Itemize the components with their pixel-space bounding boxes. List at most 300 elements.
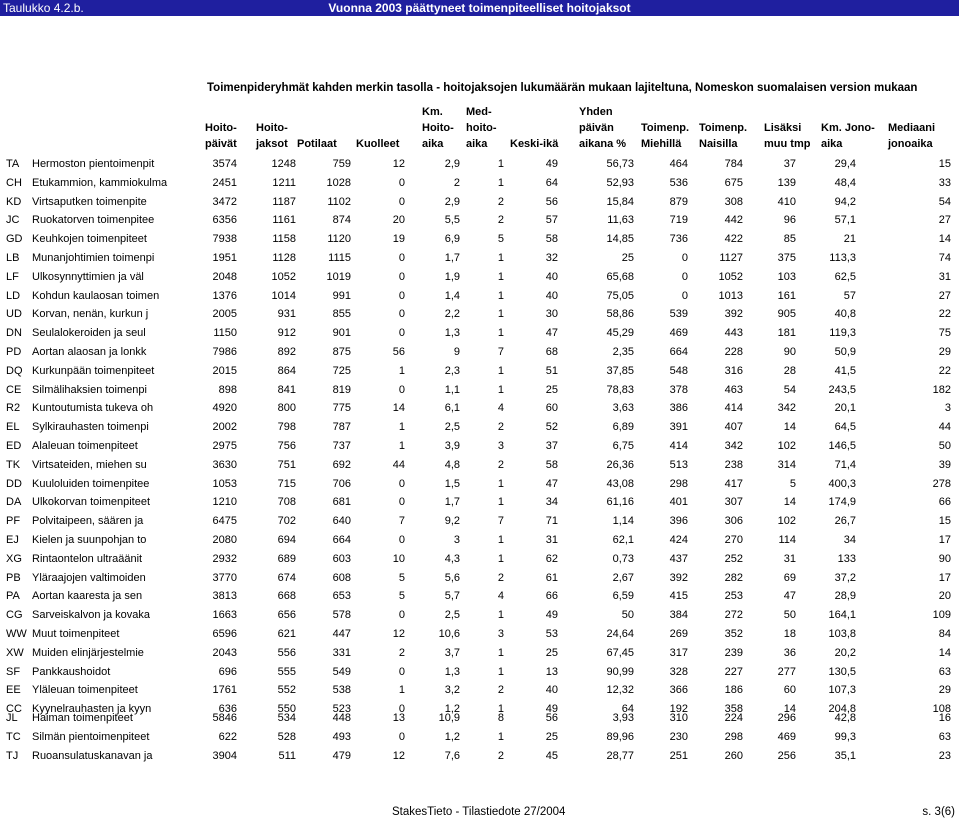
row-value: 3,93 xyxy=(612,712,634,724)
row-value: 61 xyxy=(545,571,558,584)
column-header: Km. Jono- xyxy=(821,122,875,134)
row-name: Virtsateiden, miehen su xyxy=(32,458,147,471)
row-value: 0 xyxy=(398,609,405,622)
row-value: 13 xyxy=(545,665,558,678)
row-name: Korvan, nenän, kurkun j xyxy=(32,308,149,321)
row-name: Ruokatorven toimenpitee xyxy=(32,214,155,227)
row-name: Muut toimenpiteet xyxy=(32,628,120,640)
row-value: 32 xyxy=(545,252,558,264)
row-value: 550 xyxy=(277,703,296,716)
row-value: 819 xyxy=(332,383,351,396)
column-header: aika xyxy=(422,138,444,150)
row-name: Silmälihaksien toimenpi xyxy=(32,383,147,396)
row-value: 50 xyxy=(938,440,951,452)
row-value: 103,8 xyxy=(828,628,856,640)
row-value: 1,7 xyxy=(444,496,460,509)
row-value: 6,75 xyxy=(612,440,634,452)
row-value: 664 xyxy=(669,346,688,358)
row-value: 401 xyxy=(669,496,688,509)
row-value: 29,4 xyxy=(834,158,856,170)
row-value: 511 xyxy=(278,749,296,762)
row-name: Ulkokorvan toimenpiteet xyxy=(32,496,151,509)
row-value: 1 xyxy=(497,609,504,622)
column-header: aika xyxy=(466,138,488,150)
row-value: 9,2 xyxy=(444,515,460,528)
row-value: 410 xyxy=(777,195,796,208)
row-value: 282 xyxy=(724,571,743,584)
row-value: 342 xyxy=(724,440,743,452)
row-value: 437 xyxy=(669,552,688,565)
row-name: Yläleuan toimenpiteet xyxy=(32,684,138,697)
row-value: 228 xyxy=(724,346,743,358)
row-value: 375 xyxy=(777,252,796,264)
row-value: 493 xyxy=(332,730,351,743)
row-value: 40 xyxy=(545,684,558,697)
row-value: 400,3 xyxy=(828,477,856,490)
row-value: 6475 xyxy=(212,515,237,528)
row-value: 538 xyxy=(332,684,351,697)
row-value: 417 xyxy=(724,477,743,490)
row-value: 58 xyxy=(545,233,558,246)
row-value: 1120 xyxy=(327,233,351,246)
row-name: Kuntoutumista tukeva oh xyxy=(32,402,154,415)
row-value: 50,9 xyxy=(834,346,856,358)
row-value: 1 xyxy=(497,477,504,490)
row-value: 56,73 xyxy=(606,158,634,170)
row-value: 63 xyxy=(938,665,951,678)
row-value: 392 xyxy=(669,571,688,584)
row-value: 539 xyxy=(669,308,688,321)
row-value: 674 xyxy=(277,571,296,584)
page-title: Vuonna 2003 päättyneet toimenpiteelliset hoitojaksot xyxy=(328,1,631,15)
row-value: 384 xyxy=(669,609,688,622)
row-value: 0 xyxy=(398,477,405,490)
row-code: SF xyxy=(6,665,21,678)
row-value: 528 xyxy=(277,730,296,743)
row-value: 664 xyxy=(332,534,351,546)
row-code: CG xyxy=(6,609,23,622)
row-value: 139 xyxy=(777,176,796,189)
row-value: 44 xyxy=(392,458,405,471)
row-value: 310 xyxy=(669,712,688,724)
row-value: 549 xyxy=(332,665,351,678)
row-value: 3813 xyxy=(212,590,237,603)
row-value: 6,9 xyxy=(444,233,460,246)
row-value: 61,16 xyxy=(606,496,634,509)
row-value: 1248 xyxy=(271,158,296,170)
row-value: 12,32 xyxy=(606,684,634,697)
row-value: 879 xyxy=(669,195,688,208)
column-header: Km. xyxy=(422,106,443,118)
row-value: 1 xyxy=(497,383,504,396)
row-value: 260 xyxy=(724,749,743,762)
row-name: Keuhkojen toimenpiteet xyxy=(32,233,147,246)
row-value: 447 xyxy=(332,628,351,640)
row-name: Hermoston pientoimenpit xyxy=(32,158,155,170)
row-value: 1014 xyxy=(271,289,296,302)
column-header: Lisäksi xyxy=(764,122,802,134)
row-value: 67,45 xyxy=(606,646,634,659)
row-value: 78,83 xyxy=(606,383,634,396)
row-value: 40 xyxy=(545,289,558,302)
row-value: 298 xyxy=(669,477,688,490)
row-value: 57 xyxy=(843,289,856,302)
row-value: 90 xyxy=(783,346,796,358)
row-value: 702 xyxy=(277,515,296,528)
row-value: 2080 xyxy=(212,534,237,546)
row-value: 54 xyxy=(938,195,951,208)
row-name: Alaleuan toimenpiteet xyxy=(32,440,138,452)
row-value: 31 xyxy=(545,534,558,546)
row-value: 1 xyxy=(497,327,504,340)
row-value: 192 xyxy=(669,703,688,716)
row-value: 29 xyxy=(938,684,951,697)
column-header: aikana % xyxy=(579,138,627,150)
row-value: 1 xyxy=(497,158,504,170)
row-value: 227 xyxy=(724,665,743,678)
row-value: 49 xyxy=(545,703,558,716)
row-value: 736 xyxy=(669,233,688,246)
row-value: 366 xyxy=(669,684,688,697)
row-value: 0 xyxy=(398,534,405,546)
row-value: 0 xyxy=(398,496,405,509)
row-value: 5,6 xyxy=(444,571,460,584)
row-value: 1 xyxy=(497,364,504,377)
row-value: 52,93 xyxy=(606,176,634,189)
row-name: Virtsaputken toimenpite xyxy=(32,195,147,208)
row-value: 0 xyxy=(398,665,405,678)
row-value: 35,1 xyxy=(834,749,856,762)
row-value: 442 xyxy=(724,214,743,227)
row-value: 751 xyxy=(277,458,296,471)
row-value: 1,3 xyxy=(444,665,460,678)
row-value: 14 xyxy=(783,421,796,434)
row-value: 57,1 xyxy=(834,214,856,227)
row-value: 653 xyxy=(332,590,351,603)
row-value: 3,2 xyxy=(444,684,460,697)
column-header: Miehillä xyxy=(641,138,682,150)
row-value: 25 xyxy=(621,252,634,264)
row-value: 1 xyxy=(497,496,504,509)
row-value: 16 xyxy=(938,712,951,724)
row-value: 69 xyxy=(783,571,796,584)
row-name: Muiden elinjärjestelmie xyxy=(32,646,144,659)
row-value: 253 xyxy=(724,590,743,603)
row-value: 47 xyxy=(545,477,558,490)
row-code: TK xyxy=(6,458,21,471)
row-value: 1 xyxy=(497,308,504,321)
row-value: 65,68 xyxy=(606,270,634,283)
row-value: 7986 xyxy=(212,346,237,358)
row-value: 2043 xyxy=(212,646,237,659)
row-value: 608 xyxy=(332,571,351,584)
row-value: 296 xyxy=(777,712,796,724)
row-value: 53 xyxy=(545,628,558,640)
row-value: 307 xyxy=(724,496,743,509)
row-name: Kielen ja suunpohjan to xyxy=(32,534,147,546)
column-header: Kuolleet xyxy=(356,138,400,150)
row-value: 4,3 xyxy=(444,552,460,565)
row-value: 20,2 xyxy=(834,646,856,659)
row-value: 0 xyxy=(398,327,405,340)
row-value: 414 xyxy=(724,402,743,415)
row-value: 1052 xyxy=(271,270,296,283)
row-value: 1 xyxy=(497,252,504,264)
row-value: 800 xyxy=(277,402,296,415)
row-value: 269 xyxy=(669,628,688,640)
row-value: 479 xyxy=(332,749,351,762)
row-value: 64 xyxy=(545,176,558,189)
row-value: 2015 xyxy=(212,364,237,377)
row-value: 1 xyxy=(497,176,504,189)
row-name: Silmän pientoimenpiteet xyxy=(32,730,150,743)
row-value: 694 xyxy=(277,534,296,546)
row-name: Aortan kaaresta ja sen xyxy=(32,590,143,603)
row-value: 63 xyxy=(938,730,951,743)
row-value: 14 xyxy=(392,402,405,415)
column-header: Toimenp. xyxy=(699,122,748,134)
row-value: 1,14 xyxy=(612,515,634,528)
row-value: 5,5 xyxy=(444,214,460,227)
row-value: 2 xyxy=(497,458,504,471)
row-value: 37,2 xyxy=(834,571,856,584)
row-value: 2451 xyxy=(212,176,237,189)
row-code: PB xyxy=(6,571,21,584)
row-value: 15,84 xyxy=(606,195,634,208)
row-value: 556 xyxy=(277,646,296,659)
row-value: 99,3 xyxy=(834,730,856,743)
row-value: 3904 xyxy=(212,749,237,762)
row-value: 31 xyxy=(783,552,796,565)
row-value: 62,1 xyxy=(612,534,634,546)
row-code: TJ xyxy=(6,749,19,762)
row-value: 1,2 xyxy=(444,703,460,716)
row-value: 640 xyxy=(332,515,351,528)
row-value: 278 xyxy=(932,477,951,490)
row-value: 5 xyxy=(398,571,405,584)
row-value: 2932 xyxy=(212,552,237,565)
row-value: 230 xyxy=(669,730,688,743)
row-name: Sylkirauhasten toimenpi xyxy=(32,421,149,434)
row-value: 2048 xyxy=(212,270,237,283)
row-value: 719 xyxy=(669,214,688,227)
row-value: 1761 xyxy=(212,684,237,697)
row-value: 277 xyxy=(777,665,796,678)
row-value: 1 xyxy=(398,440,405,452)
row-code: DD xyxy=(6,477,22,490)
row-value: 1053 xyxy=(212,477,237,490)
row-value: 17 xyxy=(938,571,951,584)
row-value: 256 xyxy=(777,749,796,762)
row-value: 1 xyxy=(398,364,405,377)
row-value: 931 xyxy=(277,308,296,321)
row-value: 5846 xyxy=(212,712,237,724)
row-value: 3472 xyxy=(212,195,237,208)
row-value: 3630 xyxy=(212,458,237,471)
row-value: 1 xyxy=(497,534,504,546)
row-value: 14 xyxy=(938,233,951,246)
row-value: 392 xyxy=(724,308,743,321)
row-value: 7 xyxy=(497,346,504,358)
row-value: 96 xyxy=(783,214,796,227)
row-value: 3574 xyxy=(212,158,237,170)
row-value: 10 xyxy=(392,552,405,565)
row-value: 24,64 xyxy=(606,628,634,640)
row-value: 513 xyxy=(669,458,688,471)
column-header: Hoito- xyxy=(422,122,454,134)
row-code: JL xyxy=(6,712,18,724)
row-value: 1376 xyxy=(212,289,237,302)
row-value: 238 xyxy=(724,458,743,471)
row-value: 1052 xyxy=(718,270,743,283)
row-value: 40,8 xyxy=(834,308,856,321)
row-value: 692 xyxy=(332,458,351,471)
row-value: 51 xyxy=(545,364,558,377)
footer-page-number: s. 3(6) xyxy=(922,806,955,818)
row-value: 18 xyxy=(783,628,796,640)
row-value: 20,1 xyxy=(834,402,856,415)
row-value: 787 xyxy=(332,421,351,434)
row-code: R2 xyxy=(6,402,21,415)
row-value: 463 xyxy=(724,383,743,396)
column-header: hoito- xyxy=(466,122,497,134)
row-code: CE xyxy=(6,383,22,396)
row-value: 1 xyxy=(398,684,405,697)
row-value: 1115 xyxy=(328,252,351,264)
row-value: 52 xyxy=(545,421,558,434)
row-name: Kuuloluiden toimenpitee xyxy=(32,477,150,490)
row-value: 11,63 xyxy=(607,214,634,227)
row-value: 272 xyxy=(724,609,743,622)
row-value: 1,1 xyxy=(444,383,460,396)
row-value: 204,8 xyxy=(828,703,856,716)
row-code: PD xyxy=(6,346,22,358)
row-value: 2 xyxy=(453,176,460,189)
row-value: 251 xyxy=(669,749,688,762)
row-value: 622 xyxy=(218,730,237,743)
row-value: 71 xyxy=(545,515,558,528)
row-value: 6,59 xyxy=(612,590,634,603)
row-value: 57 xyxy=(545,214,558,227)
row-value: 0 xyxy=(398,195,405,208)
row-code: PF xyxy=(6,515,21,528)
row-value: 5 xyxy=(398,590,405,603)
row-value: 102 xyxy=(777,515,796,528)
row-value: 60 xyxy=(783,684,796,697)
row-value: 2,9 xyxy=(444,195,460,208)
row-value: 0 xyxy=(681,252,688,264)
row-value: 58 xyxy=(545,458,558,471)
column-header: Yhden xyxy=(579,106,613,118)
row-value: 20 xyxy=(392,214,405,227)
row-value: 448 xyxy=(332,712,351,724)
table-reference: Taulukko 4.2.b. xyxy=(3,1,84,15)
row-value: 4,8 xyxy=(444,458,460,471)
row-value: 3,7 xyxy=(444,646,460,659)
row-value: 1,9 xyxy=(444,270,460,283)
row-code: EL xyxy=(6,421,20,434)
row-value: 75 xyxy=(938,327,951,340)
row-value: 64 xyxy=(621,703,634,716)
row-value: 4 xyxy=(497,590,504,603)
header-bar xyxy=(0,0,959,16)
row-value: 23 xyxy=(938,749,951,762)
row-value: 798 xyxy=(277,421,296,434)
row-value: 443 xyxy=(724,327,743,340)
row-value: 1 xyxy=(497,665,504,678)
row-value: 469 xyxy=(669,327,688,340)
row-name: Ulkosynnyttimien ja väl xyxy=(32,270,144,283)
row-value: 378 xyxy=(669,383,688,396)
row-value: 181 xyxy=(777,327,796,340)
row-value: 45 xyxy=(545,749,558,762)
row-value: 715 xyxy=(277,477,296,490)
row-value: 7,6 xyxy=(444,749,460,762)
row-value: 48,4 xyxy=(834,176,856,189)
row-value: 0 xyxy=(398,383,405,396)
row-name: Aortan alaosan ja lonkk xyxy=(32,346,147,358)
row-value: 14 xyxy=(783,496,796,509)
row-value: 13 xyxy=(392,712,405,724)
row-value: 90 xyxy=(938,552,951,565)
row-name: Kurkunpään toimenpiteet xyxy=(32,364,155,377)
row-value: 0,73 xyxy=(612,552,634,565)
row-value: 1,2 xyxy=(444,730,460,743)
row-value: 7938 xyxy=(212,233,237,246)
row-value: 26,36 xyxy=(606,458,634,471)
row-code: GD xyxy=(6,233,23,246)
column-header: Naisilla xyxy=(699,138,738,150)
row-value: 1150 xyxy=(213,327,237,340)
row-code: DA xyxy=(6,496,22,509)
row-value: 2975 xyxy=(212,440,237,452)
row-value: 855 xyxy=(332,308,351,321)
row-value: 10,6 xyxy=(438,628,460,640)
row-value: 40 xyxy=(545,270,558,283)
row-value: 10,9 xyxy=(438,712,460,724)
row-value: 5,7 xyxy=(444,590,460,603)
row-value: 314 xyxy=(777,458,796,471)
row-value: 56 xyxy=(392,346,405,358)
row-value: 2 xyxy=(497,571,504,584)
row-value: 60 xyxy=(545,402,558,415)
row-value: 68 xyxy=(545,346,558,358)
row-value: 252 xyxy=(724,552,743,565)
row-value: 12 xyxy=(392,158,405,170)
row-value: 2 xyxy=(497,421,504,434)
row-value: 1,5 xyxy=(444,477,460,490)
row-value: 119,3 xyxy=(829,327,856,340)
row-code: EJ xyxy=(6,534,19,546)
row-value: 5 xyxy=(497,233,504,246)
row-value: 3 xyxy=(453,534,460,546)
row-value: 2 xyxy=(497,749,504,762)
row-value: 103 xyxy=(777,270,796,283)
row-value: 306 xyxy=(724,515,743,528)
row-value: 25 xyxy=(545,646,558,659)
row-value: 316 xyxy=(724,364,743,377)
row-value: 33 xyxy=(938,176,951,189)
row-value: 58,86 xyxy=(606,308,634,321)
row-value: 0 xyxy=(681,289,688,302)
row-value: 841 xyxy=(277,383,296,396)
row-value: 681 xyxy=(332,496,351,509)
row-value: 331 xyxy=(332,646,351,659)
row-value: 3,63 xyxy=(612,402,634,415)
row-value: 1211 xyxy=(272,176,296,189)
row-value: 49 xyxy=(545,158,558,170)
column-header: Med- xyxy=(466,106,492,118)
